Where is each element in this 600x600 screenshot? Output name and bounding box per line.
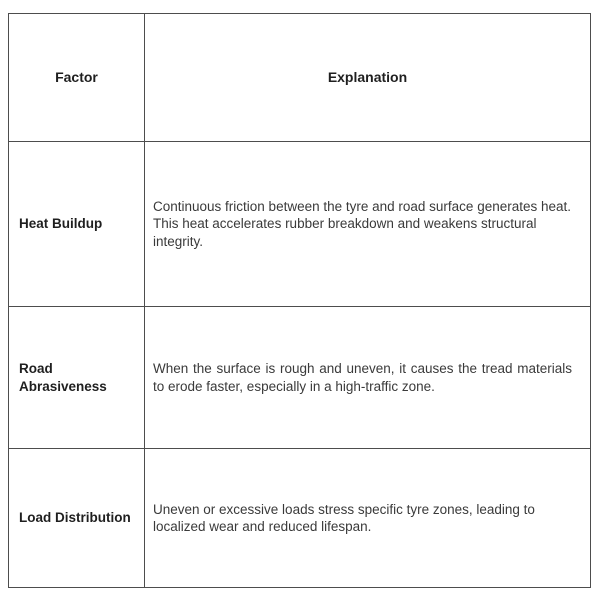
column-header-explanation — [145, 14, 590, 142]
explanation-text: When the surface is rough and uneven, it causes the tread materials to erode faster, especially in a high-traffic zone. — [153, 361, 572, 394]
column-header-factor-label: Factor — [55, 68, 98, 85]
factor-label: Heat Buildup — [19, 216, 103, 232]
factor-label: Load Distribution — [19, 510, 131, 526]
factor-explanation-table — [8, 13, 591, 588]
table-row-explanation-road-abrasiveness — [145, 307, 590, 449]
column-header-explanation-label: Explanation — [327, 68, 408, 85]
column-header-factor — [9, 14, 145, 142]
table-row-explanation-load-distribution — [145, 449, 590, 587]
table-row-factor-heat-buildup — [9, 142, 145, 307]
explanation-text: Uneven or excessive loads stress specific tyre zones, leading to localized wear and reduced lifespan. — [153, 501, 535, 534]
table-row-explanation-heat-buildup — [145, 142, 590, 307]
factor-label: Road Abrasiveness — [19, 361, 107, 394]
table-row-factor-road-abrasiveness — [9, 307, 145, 449]
table-row-factor-load-distribution — [9, 449, 145, 587]
explanation-text: Continuous friction between the tyre and road surface generates heat. This heat accelerates rubber breakdown and weakens structural integrity. — [153, 199, 572, 249]
